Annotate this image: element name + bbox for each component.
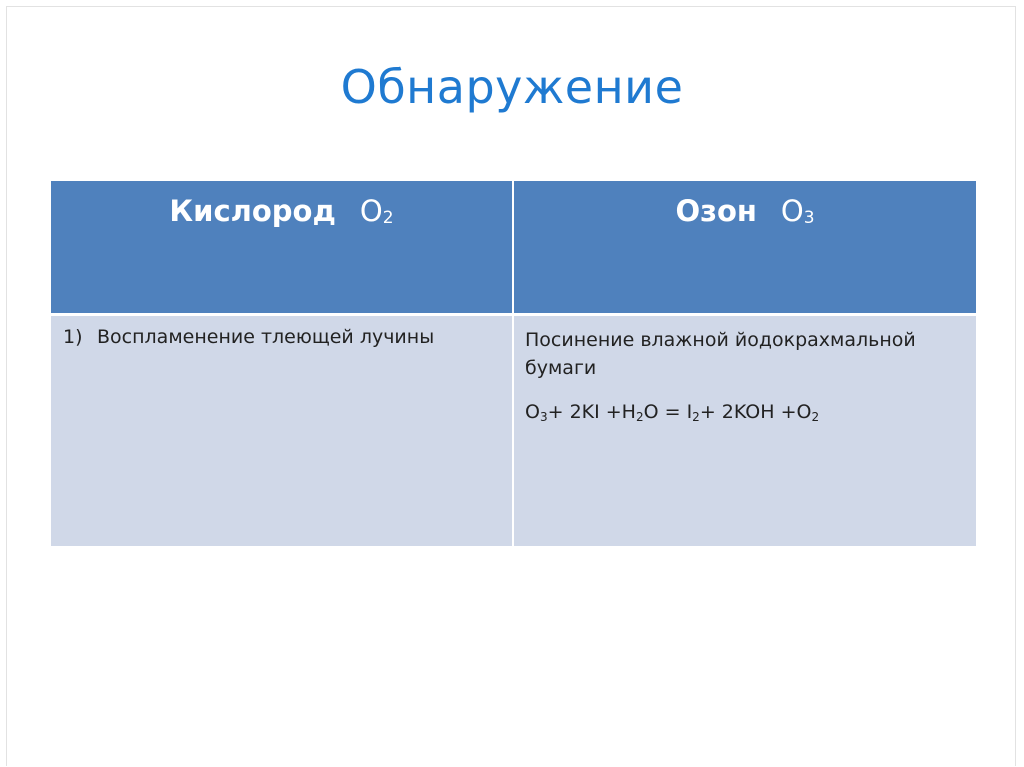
formula-subscript: 2 xyxy=(382,208,394,228)
oxygen-detection-text: Воспламенение тлеющей лучины xyxy=(97,326,435,348)
header-label-ozone: Озон xyxy=(675,194,757,228)
ozone-detection-text: Посинение влажной йодокрахмальной бумаги xyxy=(525,329,916,379)
eq-subscript: 2 xyxy=(692,410,700,424)
reaction-equation xyxy=(525,400,962,429)
eq-subscript: 2 xyxy=(635,410,644,424)
table-row xyxy=(51,315,976,547)
list-number: 1) xyxy=(63,326,83,348)
comparison-table xyxy=(51,181,976,546)
eq-subscript: 3 xyxy=(539,410,548,424)
header-cell-ozone xyxy=(513,181,976,315)
formula-oxygen xyxy=(360,194,394,228)
eq-part: O xyxy=(525,401,540,423)
cell-ozone-detection xyxy=(513,315,976,547)
formula-base: O xyxy=(359,194,383,228)
table-header-row xyxy=(51,181,976,315)
eq-subscript: 2 xyxy=(811,410,820,424)
cell-oxygen-detection xyxy=(51,315,513,547)
header-label-oxygen: Кислород xyxy=(169,194,336,228)
header-cell-oxygen xyxy=(51,181,513,315)
formula-base: O xyxy=(780,194,804,228)
slide-title: Обнаружение xyxy=(340,60,684,114)
eq-part: O = I xyxy=(643,401,693,423)
formula-subscript: 3 xyxy=(803,208,815,228)
eq-part: + 2KOH +O xyxy=(699,401,812,423)
formula-ozone xyxy=(781,194,815,228)
eq-part: + 2KI +H xyxy=(547,401,636,423)
